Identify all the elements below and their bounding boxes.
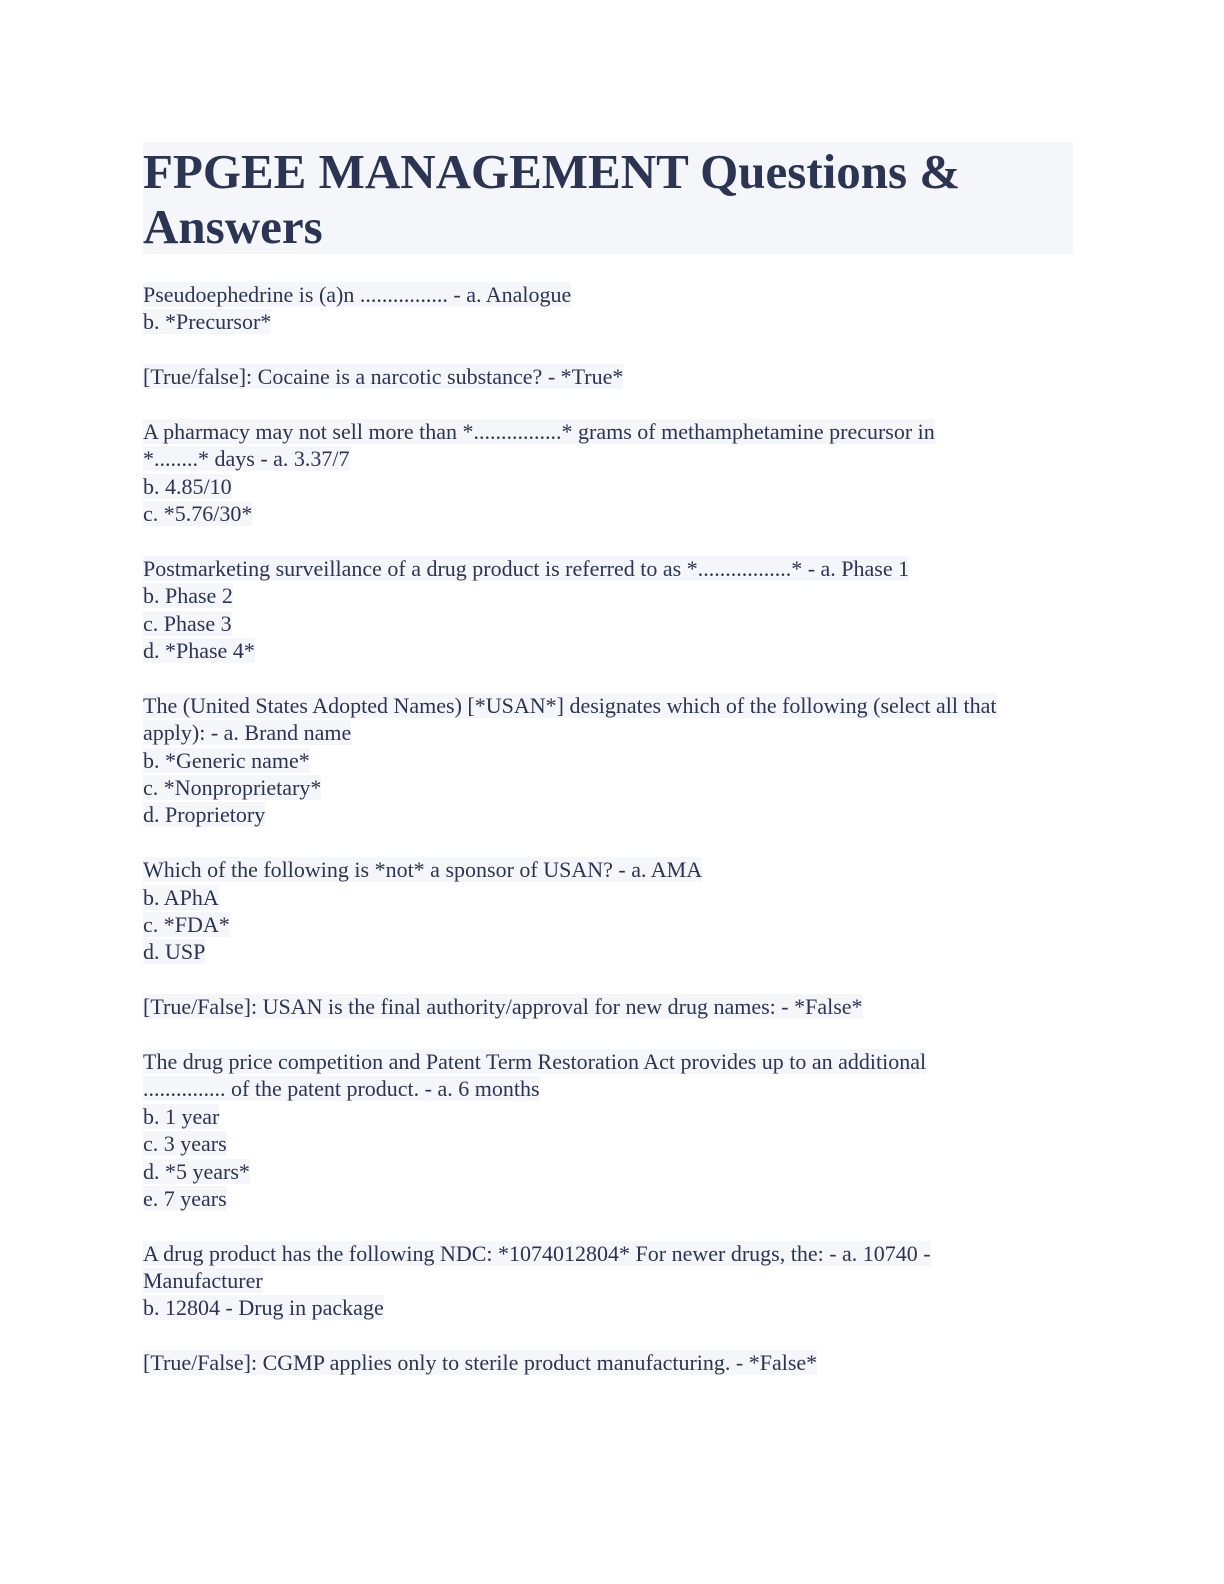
qa-line (143, 1158, 1073, 1185)
qa-line (143, 1103, 1073, 1130)
qa-line (143, 692, 1073, 719)
qa-line-text: [True/false]: Cocaine is a narcotic substance? - *True* (143, 364, 624, 390)
qa-line-text: A drug product has the following NDC: *1074012804* For newer drugs, the: - a. 10740 - (143, 1240, 931, 1266)
document-page (143, 142, 1073, 1404)
qa-item (143, 993, 1073, 1020)
qa-line-text: [True/False]: USAN is the final authority/approval for new drug names: - *False* (143, 994, 863, 1020)
qa-line (143, 308, 1073, 335)
qa-line (143, 774, 1073, 801)
qa-line (143, 1349, 1073, 1376)
qa-line (143, 801, 1073, 828)
qa-line-text: b. APhA (143, 884, 219, 910)
qa-item (143, 281, 1073, 336)
qa-item (143, 1349, 1073, 1376)
qa-line-text: apply): - a. Brand name (143, 720, 352, 746)
qa-line (143, 1130, 1073, 1157)
qa-line (143, 500, 1073, 527)
qa-line (143, 747, 1073, 774)
qa-line (143, 418, 1073, 445)
qa-line-text: Postmarketing surveillance of a drug product is referred to as *.................* - a. Phase 1 (143, 555, 910, 581)
qa-line (143, 363, 1073, 390)
title-line-2: Answers (143, 199, 323, 254)
qa-line (143, 473, 1073, 500)
qa-line (143, 719, 1073, 746)
qa-line-text: Pseudoephedrine is (a)n ................ - a. Analogue (143, 282, 572, 307)
qa-line-text: d. USP (143, 939, 206, 965)
qa-line-text: b. Phase 2 (143, 583, 233, 609)
qa-line-text: d. Proprietory (143, 802, 266, 828)
qa-line (143, 637, 1073, 664)
qa-line-text: [True/False]: CGMP applies only to sterile product manufacturing. - *False* (143, 1350, 818, 1376)
qa-line (143, 884, 1073, 911)
qa-line-text: Which of the following is *not* a sponsor of USAN? - a. AMA (143, 857, 703, 883)
qa-list (143, 281, 1073, 1377)
qa-line-text: A pharmacy may not sell more than *................* grams of methamphetamine precursor in (143, 418, 935, 444)
qa-item (143, 555, 1073, 665)
qa-line-text: Manufacturer (143, 1268, 263, 1294)
qa-line-text: The (United States Adopted Names) [*USAN*] designates which of the following (select all that (143, 692, 997, 718)
qa-line (143, 938, 1073, 965)
qa-line-text: c. 3 years (143, 1131, 227, 1157)
qa-line (143, 1240, 1073, 1267)
qa-line (143, 610, 1073, 637)
qa-item (143, 418, 1073, 528)
qa-line-text: *........* days - a. 3.37/7 (143, 446, 350, 472)
qa-line (143, 856, 1073, 883)
qa-line (143, 582, 1073, 609)
qa-item (143, 1048, 1073, 1212)
qa-line (143, 1267, 1073, 1294)
qa-line-text: b. 12804 - Drug in package (143, 1295, 384, 1321)
qa-line-text: c. *FDA* (143, 911, 230, 937)
qa-item (143, 1240, 1073, 1322)
title-line-1: FPGEE MANAGEMENT Questions & (143, 144, 961, 199)
qa-item (143, 856, 1073, 966)
qa-line (143, 911, 1073, 938)
qa-line-text: b. *Generic name* (143, 747, 310, 773)
qa-line (143, 1075, 1073, 1102)
qa-line-text: b. 1 year (143, 1103, 220, 1129)
qa-line-text: d. *5 years* (143, 1158, 250, 1184)
qa-item (143, 363, 1073, 390)
qa-item (143, 692, 1073, 829)
qa-line-text: b. 4.85/10 (143, 473, 232, 499)
qa-line (143, 1185, 1073, 1212)
qa-line-text: c. *Nonproprietary* (143, 775, 322, 801)
qa-line-text: b. *Precursor* (143, 309, 272, 335)
qa-line-text: e. 7 years (143, 1185, 227, 1211)
qa-line (143, 281, 1073, 308)
qa-line (143, 1294, 1073, 1321)
qa-line (143, 1048, 1073, 1075)
page-title (143, 144, 1073, 254)
qa-line-text: ............... of the patent product. - a. 6 months (143, 1076, 540, 1102)
qa-line-text: c. Phase 3 (143, 610, 232, 636)
qa-line-text: The drug price competition and Patent Term Restoration Act provides up to an additional (143, 1048, 927, 1074)
qa-line-text: d. *Phase 4* (143, 638, 255, 664)
qa-line (143, 555, 1073, 582)
title-block (143, 142, 1073, 254)
qa-line-text: c. *5.76/30* (143, 501, 253, 527)
qa-line (143, 445, 1073, 472)
qa-line (143, 993, 1073, 1020)
